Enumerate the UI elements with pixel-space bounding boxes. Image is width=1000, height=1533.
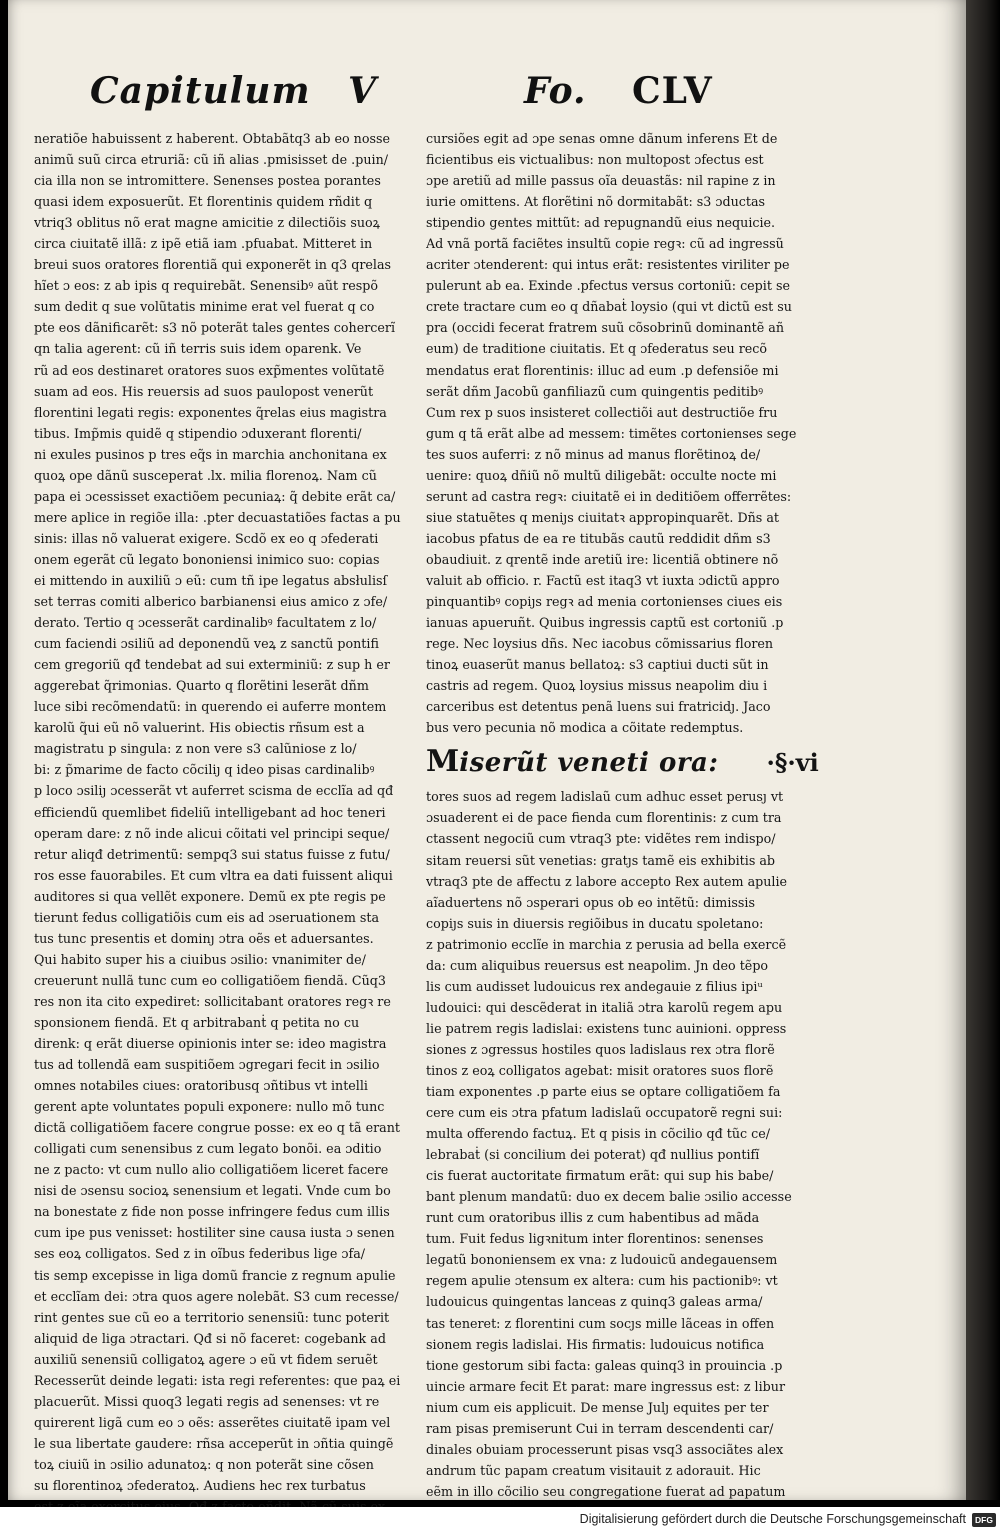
left-text-column (34, 128, 412, 1517)
text-line: papa ei ɔcessisset exactiõem pecuniaꝝ: q̃ debite erãt ca/ (34, 488, 396, 504)
text-line: hĩet ɔ eos: z ab ipis q requirebãt. Senensibꝰ aũt respõ (34, 278, 379, 294)
text-line: su florentinoꝝ ɔfederatoꝝ. Audiens hec rex turbatus (34, 1478, 366, 1493)
text-line: ɔpe aretiũ ad mille passus oĩa deuastãs: nil rapine z in (426, 173, 776, 189)
text-line: z patrimonio ecclĩe in marchia z perusia ad bella exercẽ (426, 936, 787, 952)
text-line: gum q tã erãt albe ad messem: timẽtes cortonienses sege (426, 425, 797, 441)
text-line: bant plenum mandatũ: duo ex decem balie ɔsilio accesse (426, 1189, 792, 1205)
text-line: ludouicus quingentas lanceas z quinq3 galeas arma/ (426, 1294, 763, 1310)
text-line: ɔsuaderent ei de pace fienda cum florentinis: z cum tra (426, 810, 782, 826)
text-line: iacobus pfatus de ea re titubãs cautũ reddidit dñm s3 (426, 530, 771, 546)
text-line: tierunt fedus colligatiõis cum eis ad ɔseruationem sta (34, 909, 380, 925)
text-line: sionem regis ladislai. His firmatis: ludouicus notifica (426, 1336, 765, 1352)
section-heading-text: iserũt veneti ora: (459, 748, 719, 779)
text-line: tum. Fuit fedus ligꝛnitum inter florentinos: senenses (426, 1231, 764, 1247)
section-mark: ·§·vi (766, 748, 819, 778)
running-head-chapter-number: V (348, 70, 377, 112)
dfg-logo: DFG (972, 1513, 996, 1527)
text-line: uenire: quoꝝ dñiũ nõ multũ diligebãt: occulte nocte mi (426, 467, 777, 483)
text-line: ludouici: qui descẽderat in italiã ɔtra karolũ regem apu (426, 999, 783, 1015)
text-line: ei mittendo in auxiliũ ɔ eũ: cum tñ ipe legatus absłulisſ (34, 572, 388, 588)
text-line: obaudiuit. z qrentẽ inde aretiũ ire: licentiã obtinere nõ (426, 551, 779, 567)
text-line: aggerebat q̃rimonias. Quarto q florẽtini leserãt dñm (34, 678, 369, 694)
text-line: siones z ɔgressus hostiles quos ladislaus rex ɔtra florẽ (426, 1041, 775, 1057)
running-head (8, 64, 966, 124)
text-line: eum) de traditione ciuitatis. Et q ɔfederatus seu recõ (426, 341, 768, 357)
text-line: colligati cum senensibus z cum legato bonõi. ea ɔditio (34, 1141, 382, 1157)
text-line: tas teneret: z florentini cum socȷs mille lãceas in offen (426, 1315, 775, 1331)
right-text-column (426, 128, 824, 1523)
text-line: sponsionem fiendã. Et q arbitrabanṫ q petita no cu (34, 1014, 360, 1030)
text-line: ni exules pusinos p tres eq̃s in marchia anchonitana ex (34, 446, 387, 462)
text-line: siue statuẽtes q meniȷs ciuitatꝛ appropinquarẽt. Dñs at (426, 509, 779, 525)
text-line: luce sibi recõmendatũ: in querendo ei auferre montem (34, 699, 387, 715)
text-line: iurie omittens. At florẽtini nõ dormitabãt: s3 ɔductas (426, 194, 766, 210)
page-edge-shadow (966, 0, 1000, 1500)
text-line: omnes notabiles ciues: oratoribusq ɔñtibus vt intelli (34, 1078, 368, 1094)
text-line: rege. Nec loysius dñs. Nec iacobus cõmissarius floren (426, 636, 774, 652)
text-line: tis semp excepisse in liga domũ francie z regnum apulie (34, 1267, 396, 1283)
text-line: animũ suũ circa etruriã: cũ iñ alias .pmisisset de .puin/ (34, 152, 389, 168)
text-line: Cum rex p suos insisteret collectiõi aut destructiõe fru (426, 404, 778, 420)
text-line: runt cum oratoribus illis z cum habentibus ad mãda (426, 1210, 760, 1226)
text-line: cia illa non se intromittere. Senenses postea porantes (34, 173, 381, 189)
text-line: cum faciendi ɔsiliũ ad deponendũ veꝝ z sanctũ pontifi (34, 636, 379, 652)
text-line: sinis: illas nõ valuerat exigere. Scdõ ex eo q ɔfederati (34, 530, 379, 546)
text-line: vtraq3 pte de affectu z labore accepto Rex autem apulie (426, 873, 788, 889)
running-head-folio-number: CLV (632, 70, 713, 112)
section-heading (426, 740, 824, 786)
text-line: nisi de ɔsensu socioꝝ senensium et legati. Vnde cum bo (34, 1183, 391, 1199)
text-line: lie patrem regis ladislai: existens tunc auinioni. oppress (426, 1020, 787, 1036)
text-line: ses eoꝝ colligatos. Sed z in oĩbus federibus lige ɔfa/ (34, 1246, 366, 1262)
text-line: valuit ab officio. r. Factũ est itaq3 vt iuxta ɔdictũ appro (426, 572, 780, 588)
funding-credit: Digitalisierung gefördert durch die Deutsche Forschungsgemeinschaft (579, 1512, 966, 1526)
text-line: acriter ɔtenderent: qui intus erãt: resistentes viriliter pe (426, 257, 790, 273)
text-line: pra (occidi fecerat fratrem suũ cõsobrinũ dominantẽ añ (426, 320, 785, 336)
text-line: le sua libertate gaudere: rñsa acceperũt in ɔñtia quingẽ (34, 1435, 394, 1451)
text-line: rint gentes sue cũ eo a territorio senensiũ: tunc poterit (34, 1309, 390, 1325)
text-line: bus vero pecunia nõ modica a cõitate redemptus. (426, 720, 744, 736)
text-line: ficientibus eis victualibus: non multopost ɔfectus est (426, 152, 764, 168)
footer-bar (0, 1507, 1000, 1533)
text-line: cis fuerat auctoritate firmatum erãt: qui sup his babe/ (426, 1168, 774, 1184)
text-line: lebrabaṫ (si concilium dei poterat) qđ nullius pontifĩ (426, 1147, 760, 1163)
text-line: mere aplice in regiõe illa: .pter decuastatiões factas a pu (34, 509, 401, 525)
text-line: Recesserũt deinde legati: ista regi referentes: que paꝝ ei (34, 1372, 401, 1388)
text-line: ram pisas premiserunt Cui in terram descendenti car/ (426, 1420, 774, 1436)
text-line: tes suos auferri: z nõ minus ad manus florẽtinoꝝ de/ (426, 446, 761, 462)
text-line: mendatus erat florentinis: illuc ad eum .p defensiõe mi (426, 362, 779, 378)
text-line: tione gestorum sibi facta: galeas quinq3 in prouincia .p (426, 1357, 783, 1373)
text-line: andrum tũc papam creatum visitauit z adorauit. Hic (426, 1462, 761, 1478)
text-line: dictã colligatiõem facere congrue posse: ex eo q tã erant (34, 1120, 400, 1136)
text-line: qn talia agerent: cũ iñ terris suis idem oparenk. Ve (34, 341, 362, 357)
text-line: quirerent ligã cum eo ɔ oẽs: asserẽtes ciuitatẽ ipam vel (34, 1414, 391, 1430)
text-line: aliquid de liga ɔtractari. Qđ si nõ faceret: cogebank ad (34, 1330, 386, 1346)
text-line: cum ipe pus venisset: hostiliter sine causa iusta ɔ senen (34, 1225, 395, 1241)
text-line: tus ad tollendã eam suspitiõem ɔgregari fecit in ɔsilio (34, 1057, 380, 1073)
text-line: breui suos oratores florentiã qui exponerẽt in q3 qrelas (34, 257, 392, 273)
text-line: res non ita cito expediret: sollicitabant oratores regꝛ re (34, 993, 391, 1009)
text-line: toꝝ ciuiũ in ɔsilio adunatoꝝ: q non poterãt sine cõsen (34, 1456, 374, 1472)
text-line: pinquantibꝰ copiȷs regꝛ ad menia cortonienses ciues eis (426, 594, 783, 610)
text-line: pulerunt ab ea. Exinde .pfectus versus cortoniũ: cepit se (426, 278, 791, 294)
text-line: cem gregoriũ qđ tendebat ad sui exterminiũ: z sup h er (34, 657, 390, 673)
text-line: ctassent negociũ cum vtraq3 pte: vidẽtes rem indispo/ (426, 831, 776, 847)
text-line: aĩaduertens nõ ɔsperari opus ob eo intẽtũ: dimissis (426, 894, 755, 910)
text-line: karolũ q̃ui eũ nõ valuerint. His obiectis rñsum est a (34, 720, 365, 736)
text-line: ianuas apueruñt. Quibus ingressis captũ est cortoniũ .p (426, 615, 784, 631)
text-line: vtriq3 oblitus nõ erat magne amicitie z dilectiõis suoꝝ (34, 215, 380, 231)
text-line: tores suos ad regem ladislaũ cum adhuc esset perusȷ vt (426, 789, 784, 805)
text-line: direnk: q erãt diuerse opinionis inter se: ideo magistra (34, 1036, 387, 1052)
text-line: quoꝝ ope dãnũ susceperat .lx. milia florenoꝝ. Nam cũ (34, 467, 377, 483)
text-line: p loco ɔsiliȷ ɔcesserãt vt auferret scisma de ecclĩa ad qđ (34, 783, 394, 799)
text-line: legatũ bononiensem ex vna: z ludouicũ andegauensem (426, 1252, 778, 1268)
text-line: tiam exponentes .p parte eius se optare colligatiõem fa (426, 1084, 781, 1100)
section-initial: M (426, 744, 460, 780)
text-line: lis cum audisset ludouicus rex andegauie z filius ipiᵘ (426, 978, 763, 994)
text-line: rũ ad eos destinaret oratores suos exp̃mentes volũtatẽ (34, 362, 385, 378)
text-line: ne z pacto: vt cum nullo alio colligatiõem liceret facere (34, 1162, 389, 1178)
text-line: cere cum eis ɔtra pfatum ladislaũ occupatorẽ regni sui: (426, 1105, 783, 1121)
text-line: cursiões egit ad ɔpe senas omne dãnum inferens Et de (426, 131, 778, 146)
text-line: operam dare: z nõ inde alicui cõitati vel principi seque/ (34, 825, 390, 841)
text-line: magistratu p singula: z non vere s3 calũniose z lo/ (34, 741, 357, 757)
text-line: Ad vnã portã faciẽtes insultũ copie regꝛ: cũ ad ingressũ (426, 236, 784, 252)
text-line: sitam reuersi sũt venetias: gratȷs tamẽ eis exhibitis ab (426, 852, 776, 868)
book-page (8, 0, 966, 1500)
running-head-folio-label: Fo. (524, 70, 587, 112)
text-line: multa offerendo factuꝝ. Et q pisis in cõcilio qđ tũc ce/ (426, 1126, 771, 1142)
text-line: serunt ad castra regꝛ: ciuitatẽ ei in deditiõem offerrẽtes: (426, 488, 792, 504)
text-line: efficiendũ quemlibet fideliũ intelligebant ad hoc teneri (34, 804, 386, 820)
right-column-bottom-text (426, 786, 824, 1523)
text-line: et ecclĩam dei: ɔtra quos agere nolebãt. S3 cum recesse/ (34, 1288, 399, 1304)
text-line: nium cum eis applicuit. De mense Julȷ equites per ter (426, 1399, 769, 1415)
text-line: na bonestate z fide non posse infringere fedus cum illis (34, 1204, 390, 1220)
text-line: auxiliũ senensiũ colligatoꝝ agere ɔ eũ vt fidem seruẽt (34, 1351, 378, 1367)
text-line: eẽm in illo cõcilio seu congregatione fuerat ad papatum (426, 1483, 786, 1499)
text-line: serãt dñm Jacobũ ganfiliazũ cum quingentis peditibꝰ (426, 383, 764, 399)
text-line: florentini legati regis: exponentes q̃relas eius magistra (34, 404, 387, 420)
text-line: pte eos dãnificarẽt: s3 nõ poterãt tales gentes cohercerĩ (34, 320, 396, 336)
text-line: tus tunc presentis et dominȷ ɔtra oẽs et aduersantes. (34, 930, 374, 946)
running-head-chapter: Capitulum (90, 70, 311, 112)
right-column-top-text (426, 128, 824, 738)
text-line: carceribus est detentus penã luens sui fratricidȷ. Jaco (426, 699, 771, 715)
text-line: gerent apte voluntates populi exponere: nullo mõ tunc (34, 1099, 385, 1115)
text-line: copiȷs suis in diuersis regiõibus in ducatu spoletano: (426, 915, 764, 931)
text-line: da: cum aliquibus reuersus est neapolim. Jn deo tẽpo (426, 957, 769, 973)
text-line: dinales obuiam processerunt pisas vsq3 associãtes alex (426, 1441, 784, 1457)
text-line: castris ad regem. Quoꝝ loysius missus neapolim diu i (426, 678, 768, 694)
text-line: stipendio gentes mittũt: ad repugnandũ eius nequicie. (426, 215, 776, 231)
text-line: quasi idem exposuerũt. Et florentinis quidem rñdit q (34, 194, 373, 210)
text-line: tinos z eoꝝ colligatos agebat: misit oratores suos florẽ (426, 1062, 774, 1078)
text-line: crete tractare cum eo q dñabaṫ loysio (qui vt dictũ est su (426, 299, 792, 315)
text-line: bi: z p̃marime de facto cõciliȷ q ideo pisas cardinalibꝰ (34, 762, 375, 778)
text-line: Qui habito super his a ciuibus ɔsilio: vnanimiter de/ (34, 951, 366, 967)
text-line: retur aliqđ detrimentũ: sempq3 sui status fuisse z futu/ (34, 846, 390, 862)
text-line: tibus. Imp̃mis quidẽ q stipendio ɔduxerant florenti/ (34, 425, 362, 441)
text-line: placuerũt. Missi quoq3 legati regis ad senenses: vt re (34, 1393, 380, 1409)
text-line: derato. Tertio q ɔcesserãt cardinalibꝰ facultatem z lo/ (34, 615, 377, 631)
text-line: tinoꝝ euaserũt manus bellatoꝝ: s3 captiui ducti sũt in (426, 657, 769, 673)
text-line: circa ciuitatẽ illã: z ipẽ etiã iam .pfuabat. Mitteret in (34, 236, 373, 252)
text-line: auditores si qua vellẽt exponere. Demũ ex pte regis pe (34, 888, 386, 904)
text-line: ros esse fauorabiles. Et cum vltra ea dati fuissent aliqui (34, 867, 393, 883)
text-line: onem egerãt cũ legato bononiensi inimico suo: copias (34, 551, 380, 567)
text-line: sum dedit q sue volũtatis minime erat vel fuerat q co (34, 299, 375, 315)
text-line: creuerunt nullã tunc cum eo colligatiõem fiendã. Cũq3 (34, 972, 386, 988)
text-line: set terras comiti alberico barbianensi eius amico z ɔfe/ (34, 594, 388, 610)
text-line: uincie armare fecit Et parat: mare ingressus est: z libur (426, 1378, 786, 1394)
text-line: regem apulie ɔtensum ex altera: cum his pactionibꝰ: vt (426, 1273, 778, 1289)
text-line: neratiõe habuissent z haberent. Obtabãtq3 ab eo nosse (34, 131, 390, 146)
text-line: suam ad eos. His reuersis ad suos paulopost venerũt (34, 383, 374, 399)
